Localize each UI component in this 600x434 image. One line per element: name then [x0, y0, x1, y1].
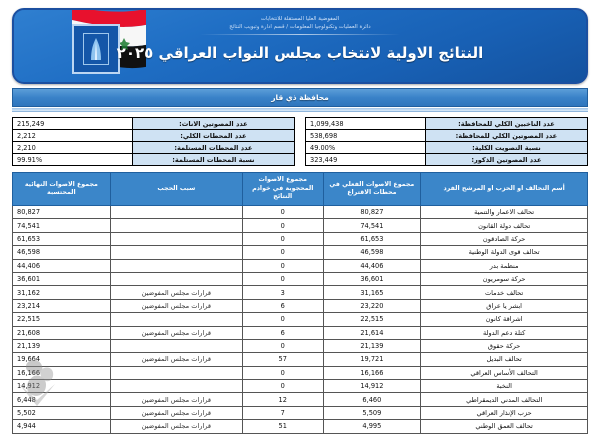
- cell-party-name: حركة الصادقون: [421, 232, 588, 245]
- cell-actual-votes: 36,601: [323, 272, 421, 285]
- cell-party-name: منظمة بدر: [421, 259, 588, 272]
- cell-actual-votes: 5,509: [323, 406, 421, 419]
- stat-value: 2,212: [13, 130, 133, 142]
- results-table: [12, 172, 588, 434]
- cell-withheld-votes: 0: [243, 259, 324, 272]
- stat-value: 215,249: [13, 118, 133, 130]
- cell-withheld-votes: 6: [243, 326, 324, 339]
- stat-value: 99.91%: [13, 154, 133, 166]
- cell-final-votes: 21,139: [13, 339, 111, 352]
- cell-actual-votes: 6,460: [323, 393, 421, 406]
- cell-withheld-votes: 0: [243, 272, 324, 285]
- cell-actual-votes: 14,912: [323, 380, 421, 393]
- cell-withheld-votes: 0: [243, 246, 324, 259]
- cell-final-votes: 74,541: [13, 219, 111, 232]
- cell-final-votes: 16,166: [13, 366, 111, 379]
- cell-actual-votes: 16,166: [323, 366, 421, 379]
- header-banner-container: [0, 0, 600, 84]
- org-line-2: دائرة العمليات وتكنولوجيا المعلومات / قسم ادارة وتبويب النتائج: [229, 24, 371, 31]
- cell-withholding-reason: قرارات مجلس المفوضين: [110, 420, 242, 433]
- cell-withholding-reason: [110, 232, 242, 245]
- cell-party-name: كتلة دعم الدولة: [421, 326, 588, 339]
- cell-withheld-votes: 57: [243, 353, 324, 366]
- stat-label: نسبة التصويت الكلية:: [425, 142, 587, 154]
- table-row: [13, 142, 295, 154]
- cell-party-name: تحالف الاعمار والتنمية: [421, 206, 588, 219]
- stat-label: عدد المصوتين الاناث:: [132, 118, 294, 130]
- stat-value: 2,210: [13, 142, 133, 154]
- table-row: [306, 130, 588, 142]
- statistics-table-right: [305, 117, 588, 166]
- cell-actual-votes: 19,721: [323, 353, 421, 366]
- column-header-actual: مجموع الاصوات الفعلي في محطات الاقتراع: [323, 173, 421, 206]
- governorate-bar-container: [0, 84, 600, 112]
- table-row: [13, 380, 588, 393]
- stat-label: عدد المحطات المستلمة:: [132, 142, 294, 154]
- cell-actual-votes: 4,995: [323, 420, 421, 433]
- column-header-reason: سبب الحجب: [110, 173, 242, 206]
- cell-withholding-reason: [110, 219, 242, 232]
- stat-label: عدد الناخبين الكلي للمحافظة:: [425, 118, 587, 130]
- stat-value: 538,698: [306, 130, 426, 142]
- cell-final-votes: 23,214: [13, 299, 111, 312]
- cell-final-votes: 22,515: [13, 313, 111, 326]
- stat-value: 1,099,438: [306, 118, 426, 130]
- cell-actual-votes: 23,220: [323, 299, 421, 312]
- table-row: [13, 420, 588, 433]
- cell-withholding-reason: قرارات مجلس المفوضين: [110, 286, 242, 299]
- cell-party-name: تحالف خدمات: [421, 286, 588, 299]
- cell-actual-votes: 21,139: [323, 339, 421, 352]
- stat-value: 323,449: [306, 154, 426, 166]
- results-header-row: [13, 173, 588, 206]
- cell-withholding-reason: قرارات مجلس المفوضين: [110, 353, 242, 366]
- header-divider: [200, 34, 400, 35]
- cell-withheld-votes: 7: [243, 406, 324, 419]
- column-header-final: مجموع الاصوات النهائية المحتسبة: [13, 173, 111, 206]
- cell-withheld-votes: 0: [243, 206, 324, 219]
- cell-withholding-reason: [110, 366, 242, 379]
- results-table-body: [13, 206, 588, 434]
- org-heading: [14, 15, 586, 35]
- table-row: [13, 130, 295, 142]
- cell-final-votes: 4,944: [13, 420, 111, 433]
- table-row: [13, 339, 588, 352]
- cell-final-votes: 44,406: [13, 259, 111, 272]
- cell-final-votes: 14,912: [13, 380, 111, 393]
- cell-actual-votes: 31,165: [323, 286, 421, 299]
- table-row: [13, 286, 588, 299]
- cell-final-votes: 61,653: [13, 232, 111, 245]
- cell-actual-votes: 80,827: [323, 206, 421, 219]
- cell-withholding-reason: [110, 246, 242, 259]
- cell-withholding-reason: [110, 272, 242, 285]
- results-section: [0, 166, 600, 434]
- cell-withheld-votes: 51: [243, 420, 324, 433]
- cell-final-votes: 19,664: [13, 353, 111, 366]
- cell-party-name: التحالف المدني الديمقراطي: [421, 393, 588, 406]
- cell-withheld-votes: 3: [243, 286, 324, 299]
- table-row: [13, 206, 588, 219]
- cell-withheld-votes: 0: [243, 313, 324, 326]
- cell-withholding-reason: [110, 339, 242, 352]
- cell-withholding-reason: [110, 259, 242, 272]
- page-title: النتائج الاولية لانتخاب مجلس النواب العراقي ٢٠٢٥: [116, 44, 484, 62]
- cell-party-name: التحالف الأساس العراقي: [421, 366, 588, 379]
- table-row: [13, 406, 588, 419]
- cell-actual-votes: 22,515: [323, 313, 421, 326]
- cell-withholding-reason: قرارات مجلس المفوضين: [110, 299, 242, 312]
- stat-value: 49.00%: [306, 142, 426, 154]
- cell-withheld-votes: 6: [243, 299, 324, 312]
- cell-party-name: ابشر يا عراق: [421, 299, 588, 312]
- table-row: [13, 259, 588, 272]
- table-row: [13, 299, 588, 312]
- cell-withholding-reason: قرارات مجلس المفوضين: [110, 393, 242, 406]
- cell-withholding-reason: قرارات مجلس المفوضين: [110, 326, 242, 339]
- table-row: [13, 393, 588, 406]
- table-row: [13, 232, 588, 245]
- cell-actual-votes: 44,406: [323, 259, 421, 272]
- cell-final-votes: 36,601: [13, 272, 111, 285]
- statistics-section: [0, 112, 600, 166]
- cell-withholding-reason: [110, 206, 242, 219]
- statistics-table-left: [12, 117, 295, 166]
- table-row: [13, 272, 588, 285]
- table-row: [13, 154, 295, 166]
- cell-actual-votes: 46,598: [323, 246, 421, 259]
- cell-final-votes: 31,162: [13, 286, 111, 299]
- column-header-name: أسم التحالف او الحزب او المرشح الفرد: [421, 173, 588, 206]
- cell-party-name: تحالف قوى الدولة الوطنية: [421, 246, 588, 259]
- cell-party-name: تحالف دولة القانون: [421, 219, 588, 232]
- cell-party-name: حركة حقوق: [421, 339, 588, 352]
- table-row: [13, 326, 588, 339]
- cell-withheld-votes: 12: [243, 393, 324, 406]
- column-header-withheld: مجموع الاصوات المحجوبة في خوادم النتائج: [243, 173, 324, 206]
- cell-withholding-reason: [110, 313, 242, 326]
- table-row: [13, 313, 588, 326]
- cell-party-name: حزب الإنذار العراقي: [421, 406, 588, 419]
- cell-party-name: تحالف العمق الوطني: [421, 420, 588, 433]
- cell-withheld-votes: 0: [243, 219, 324, 232]
- table-row: [13, 118, 295, 130]
- table-row: [306, 118, 588, 130]
- table-row: [13, 246, 588, 259]
- cell-final-votes: 6,448: [13, 393, 111, 406]
- cell-withheld-votes: 0: [243, 232, 324, 245]
- stat-label: عدد المصوتين الذكور:: [425, 154, 587, 166]
- cell-final-votes: 21,608: [13, 326, 111, 339]
- stat-label: عدد المحطات الكلي:: [132, 130, 294, 142]
- table-row: [306, 142, 588, 154]
- table-row: [13, 366, 588, 379]
- cell-final-votes: 5,502: [13, 406, 111, 419]
- cell-actual-votes: 21,614: [323, 326, 421, 339]
- cell-withheld-votes: 0: [243, 339, 324, 352]
- table-row: [13, 353, 588, 366]
- cell-party-name: تحالف البديل: [421, 353, 588, 366]
- governorate-label: محافظة ذي قار: [12, 88, 588, 107]
- org-line-1: المفوضية العليا المستقلة للانتخابات: [260, 16, 340, 22]
- cell-withholding-reason: [110, 380, 242, 393]
- cell-final-votes: 46,598: [13, 246, 111, 259]
- cell-withheld-votes: 0: [243, 366, 324, 379]
- stat-label: نسبة المحطات المستلمة:: [132, 154, 294, 166]
- header-banner: [12, 8, 588, 84]
- table-row: [306, 154, 588, 166]
- cell-withheld-votes: 0: [243, 380, 324, 393]
- stat-label: عدد المصوتين الكلي للمحافظة:: [425, 130, 587, 142]
- cell-actual-votes: 61,653: [323, 232, 421, 245]
- cell-party-name: اشراقة كانون: [421, 313, 588, 326]
- cell-final-votes: 80,827: [13, 206, 111, 219]
- table-row: [13, 219, 588, 232]
- cell-party-name: النخبة: [421, 380, 588, 393]
- cell-actual-votes: 74,541: [323, 219, 421, 232]
- cell-withholding-reason: قرارات مجلس المفوضين: [110, 406, 242, 419]
- cell-party-name: حركة سومريون: [421, 272, 588, 285]
